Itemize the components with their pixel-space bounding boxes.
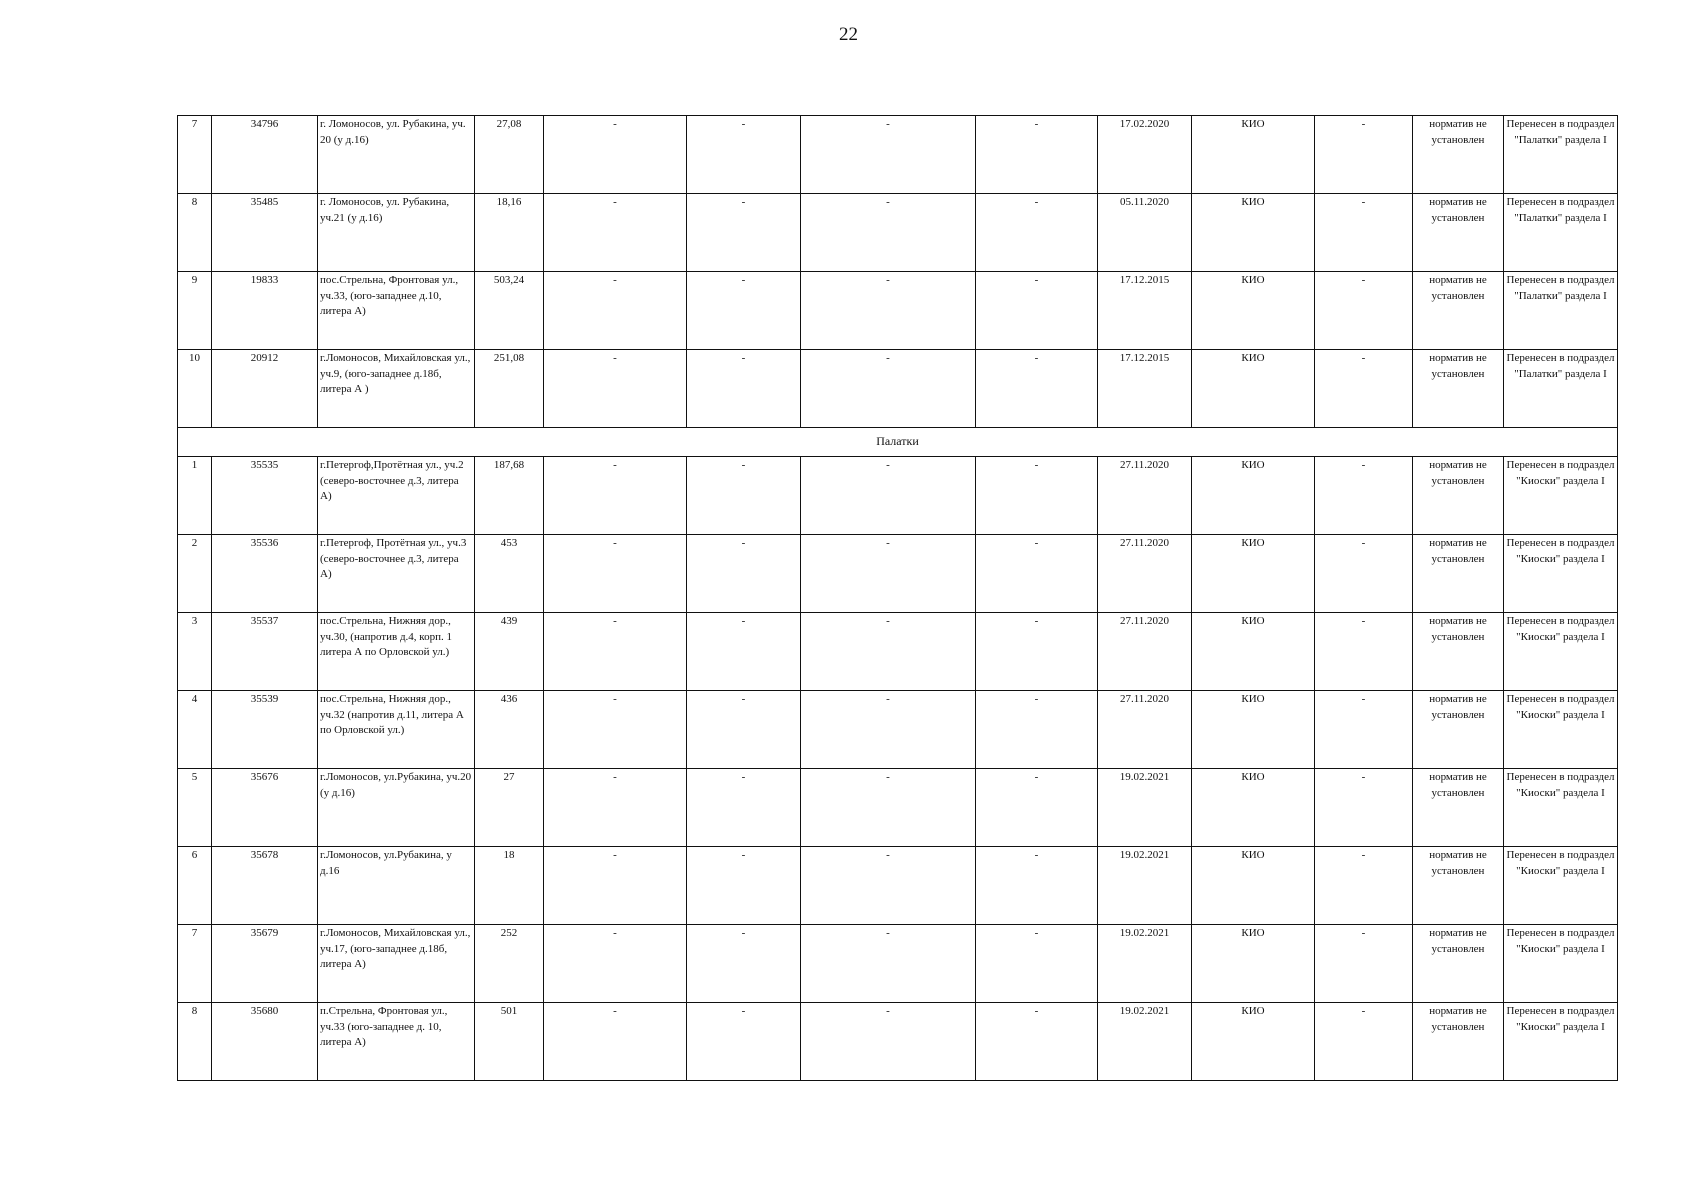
object-note: Перенесен в подраздел "Киоски" раздела I [1504,457,1618,535]
table-row [178,769,1618,847]
object-address: г.Ломоносов, Михайловская ул., уч.17, (юго-западнее д.18б, литера А) [318,925,475,1003]
cell-col5: - [544,1003,687,1081]
object-norm: норматив не установлен [1413,535,1504,613]
cell-col11: - [1315,272,1413,350]
cell-col7: - [801,535,976,613]
cell-col11: - [1315,457,1413,535]
cell-col11: - [1315,691,1413,769]
object-date: 27.11.2020 [1098,691,1192,769]
object-area: 187,68 [475,457,544,535]
cell-col7: - [801,194,976,272]
object-org: КИО [1192,350,1315,428]
object-address: пос.Стрельна, Нижняя дор., уч.32 (напротив д.11, литера А по Орловской ул.) [318,691,475,769]
cell-col5: - [544,194,687,272]
cell-col11: - [1315,194,1413,272]
object-area: 453 [475,535,544,613]
object-date: 19.02.2021 [1098,847,1192,925]
cell-col7: - [801,769,976,847]
cell-col8: - [976,457,1098,535]
object-org: КИО [1192,194,1315,272]
object-norm: норматив не установлен [1413,769,1504,847]
cell-col6: - [687,116,801,194]
cell-col11: - [1315,535,1413,613]
row-number: 7 [178,116,212,194]
cell-col5: - [544,769,687,847]
cell-col8: - [976,847,1098,925]
object-org: КИО [1192,1003,1315,1081]
cell-col6: - [687,457,801,535]
object-org: КИО [1192,272,1315,350]
object-id: 35535 [212,457,318,535]
object-date: 27.11.2020 [1098,613,1192,691]
object-org: КИО [1192,925,1315,1003]
object-address: г.Петергоф, Протётная ул., уч.3 (северо-восточнее д.3, литера А) [318,535,475,613]
object-date: 27.11.2020 [1098,457,1192,535]
object-date: 19.02.2021 [1098,769,1192,847]
object-norm: норматив не установлен [1413,116,1504,194]
object-date: 19.02.2021 [1098,925,1192,1003]
cell-col7: - [801,1003,976,1081]
registry-body [178,116,1618,1081]
object-area: 503,24 [475,272,544,350]
table-row [178,116,1618,194]
object-area: 436 [475,691,544,769]
cell-col6: - [687,535,801,613]
object-date: 17.12.2015 [1098,272,1192,350]
object-note: Перенесен в подраздел "Палатки" раздела I [1504,194,1618,272]
cell-col8: - [976,194,1098,272]
row-number: 7 [178,925,212,1003]
object-date: 27.11.2020 [1098,535,1192,613]
object-norm: норматив не установлен [1413,691,1504,769]
object-area: 27,08 [475,116,544,194]
object-date: 17.12.2015 [1098,350,1192,428]
cell-col6: - [687,1003,801,1081]
cell-col11: - [1315,847,1413,925]
cell-col11: - [1315,1003,1413,1081]
object-address: г.Ломоносов, ул.Рубакина, у д.16 [318,847,475,925]
object-org: КИО [1192,691,1315,769]
page-number: 22 [839,24,858,45]
cell-col7: - [801,457,976,535]
object-id: 20912 [212,350,318,428]
table-row [178,535,1618,613]
cell-col7: - [801,613,976,691]
cell-col5: - [544,613,687,691]
row-number: 4 [178,691,212,769]
cell-col7: - [801,350,976,428]
object-note: Перенесен в подраздел "Киоски" раздела I [1504,691,1618,769]
object-address: пос.Стрельна, Нижняя дор., уч.30, (напротив д.4, корп. 1 литера А по Орловской ул.) [318,613,475,691]
object-note: Перенесен в подраздел "Киоски" раздела I [1504,925,1618,1003]
object-norm: норматив не установлен [1413,272,1504,350]
object-area: 439 [475,613,544,691]
object-date: 17.02.2020 [1098,116,1192,194]
object-address: пос.Стрельна, Фронтовая ул., уч.33, (юго-западнее д.10, литера А) [318,272,475,350]
row-number: 8 [178,194,212,272]
object-norm: норматив не установлен [1413,925,1504,1003]
object-id: 35680 [212,1003,318,1081]
object-address: г.Ломоносов, ул.Рубакина, уч.20 (у д.16) [318,769,475,847]
cell-col11: - [1315,350,1413,428]
object-norm: норматив не установлен [1413,350,1504,428]
object-org: КИО [1192,847,1315,925]
row-number: 3 [178,613,212,691]
cell-col6: - [687,272,801,350]
cell-col11: - [1315,769,1413,847]
cell-col5: - [544,847,687,925]
cell-col5: - [544,350,687,428]
cell-col6: - [687,350,801,428]
cell-col5: - [544,535,687,613]
cell-col11: - [1315,116,1413,194]
object-address: г.Петергоф,Протётная ул., уч.2 (северо-восточнее д.3, литера А) [318,457,475,535]
table-row [178,272,1618,350]
cell-col8: - [976,613,1098,691]
cell-col7: - [801,272,976,350]
object-note: Перенесен в подраздел "Палатки" раздела I [1504,350,1618,428]
cell-col8: - [976,272,1098,350]
cell-col5: - [544,925,687,1003]
object-org: КИО [1192,457,1315,535]
object-area: 18 [475,847,544,925]
object-org: КИО [1192,769,1315,847]
object-area: 501 [475,1003,544,1081]
cell-col7: - [801,925,976,1003]
registry-table [177,115,1618,1081]
cell-col8: - [976,535,1098,613]
cell-col6: - [687,613,801,691]
cell-col7: - [801,847,976,925]
object-area: 27 [475,769,544,847]
object-id: 34796 [212,116,318,194]
cell-col11: - [1315,613,1413,691]
cell-col8: - [976,769,1098,847]
object-date: 19.02.2021 [1098,1003,1192,1081]
row-number: 8 [178,1003,212,1081]
object-date: 05.11.2020 [1098,194,1192,272]
cell-col6: - [687,769,801,847]
object-area: 18,16 [475,194,544,272]
table-row [178,613,1618,691]
cell-col8: - [976,925,1098,1003]
object-norm: норматив не установлен [1413,847,1504,925]
row-number: 9 [178,272,212,350]
object-id: 35485 [212,194,318,272]
cell-col6: - [687,691,801,769]
row-number: 5 [178,769,212,847]
section-title: Палатки [178,428,1618,457]
cell-col8: - [976,1003,1098,1081]
object-org: КИО [1192,535,1315,613]
object-note: Перенесен в подраздел "Киоски" раздела I [1504,613,1618,691]
object-id: 35536 [212,535,318,613]
cell-col6: - [687,194,801,272]
object-address: г. Ломоносов, ул. Рубакина, уч. 20 (у д.16) [318,116,475,194]
cell-col7: - [801,116,976,194]
object-address: г. Ломоносов, ул. Рубакина, уч.21 (у д.16) [318,194,475,272]
object-id: 35676 [212,769,318,847]
cell-col8: - [976,691,1098,769]
table-row [178,194,1618,272]
object-id: 19833 [212,272,318,350]
object-note: Перенесен в подраздел "Киоски" раздела I [1504,847,1618,925]
object-area: 251,08 [475,350,544,428]
object-note: Перенесен в подраздел "Киоски" раздела I [1504,535,1618,613]
cell-col6: - [687,847,801,925]
object-id: 35679 [212,925,318,1003]
table-row [178,1003,1618,1081]
object-note: Перенесен в подраздел "Палатки" раздела I [1504,116,1618,194]
object-note: Перенесен в подраздел "Киоски" раздела I [1504,1003,1618,1081]
cell-col8: - [976,350,1098,428]
row-number: 10 [178,350,212,428]
object-norm: норматив не установлен [1413,194,1504,272]
object-norm: норматив не установлен [1413,457,1504,535]
table-row [178,925,1618,1003]
row-number: 6 [178,847,212,925]
table-row [178,847,1618,925]
object-note: Перенесен в подраздел "Палатки" раздела I [1504,272,1618,350]
cell-col7: - [801,691,976,769]
table-row [178,457,1618,535]
cell-col6: - [687,925,801,1003]
object-id: 35678 [212,847,318,925]
cell-col11: - [1315,925,1413,1003]
object-note: Перенесен в подраздел "Киоски" раздела I [1504,769,1618,847]
object-id: 35537 [212,613,318,691]
object-norm: норматив не установлен [1413,1003,1504,1081]
object-id: 35539 [212,691,318,769]
section-header-row [178,428,1618,457]
cell-col8: - [976,116,1098,194]
row-number: 1 [178,457,212,535]
cell-col5: - [544,691,687,769]
table-row [178,691,1618,769]
object-address: г.Ломоносов, Михайловская ул., уч.9, (юго-западнее д.18б, литера А ) [318,350,475,428]
cell-col5: - [544,272,687,350]
object-address: п.Стрельна, Фронтовая ул., уч.33 (юго-западнее д. 10, литера А) [318,1003,475,1081]
cell-col5: - [544,457,687,535]
object-norm: норматив не установлен [1413,613,1504,691]
object-org: КИО [1192,116,1315,194]
object-org: КИО [1192,613,1315,691]
cell-col5: - [544,116,687,194]
object-area: 252 [475,925,544,1003]
row-number: 2 [178,535,212,613]
table-row [178,350,1618,428]
